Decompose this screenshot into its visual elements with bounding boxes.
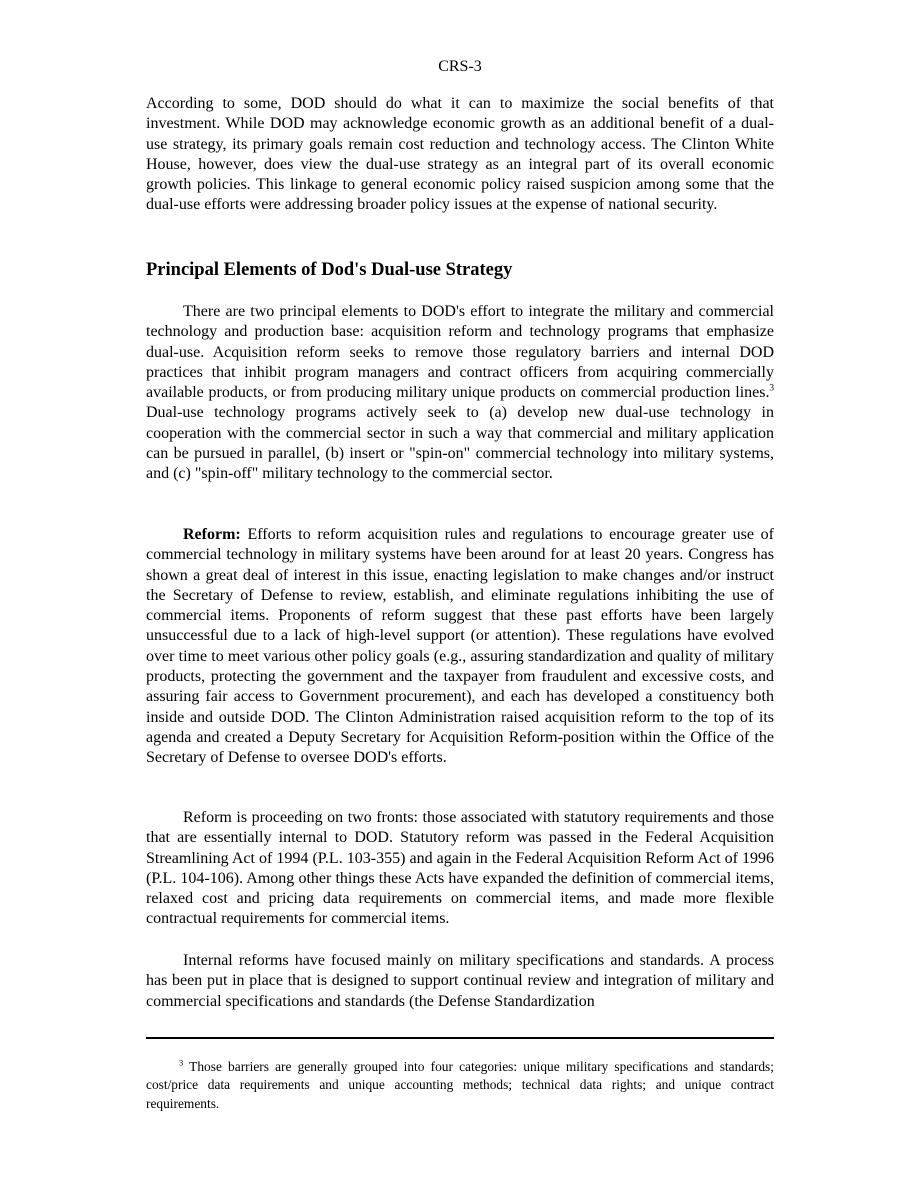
intro-paragraph: According to some, DOD should do what it can to maximize the social benefits of that investment. While DOD may acknowledge economic growth as an additional benefit of a dual-use strategy, its primary goals remain cost reduction and technology access. The Clinton White House, however, does view the dual-use strategy as an integral part of its overall economic growth policies. This linkage to general economic policy raised suspicion among some that the dual-use efforts were addressing broader policy issues at the expense of national security.	[146, 95, 774, 214]
footnote-number: 3	[179, 1057, 184, 1068]
page-number: CRS-3	[438, 58, 482, 75]
principal-elements-text-2: Dual-use technology programs actively seek to (a) develop new dual-use technology in cooperation with the commercial sector in such a way that commercial and military application can be pursued in parallel, (b) insert or "spin-on" commercial technology into military systems, and (c) "spin-off" military technology to the commercial sector.	[146, 404, 774, 483]
reform-label: Reform:	[183, 526, 241, 543]
footnote-reference: 3	[769, 382, 774, 393]
section-heading: Principal Elements of Dod's Dual-use Strategy	[146, 260, 513, 280]
footnote	[146, 1058, 774, 1113]
internal-reforms-paragraph: Internal reforms have focused mainly on military specifications and standards. A process has been put in place that is designed to support continual review and integration of military and commercial specifications and standards (the Defense Standardization	[146, 952, 774, 1010]
two-fronts-paragraph: Reform is proceeding on two fronts: those associated with statutory requirements and those that are essentially internal to DOD. Statutory reform was passed in the Federal Acquisition Streamlining Act of 1994 (P.L. 103-355) and again in the Federal Acquisition Reform Act of 1996 (P.L. 104-106). Among other things these Acts have expanded the definition of commercial items, relaxed cost and pricing data requirements on commercial items, and made more flexible contractual requirements for commercial items.	[146, 809, 774, 928]
footnote-divider	[146, 1037, 774, 1039]
reform-text: Efforts to reform acquisition rules and regulations to encourage greater use of commercial technology in military systems have been around for at least 20 years. Congress has shown a great deal of interest in this issue, enacting legislation to make changes and/or instruct the Secretary of Defense to review, establish, and eliminate regulations inhibiting the use of commercial items. Proponents of reform suggest that these past efforts have been largely unsuccessful due to a lack of high-level support (or attention). These regulations have evolved over time to meet various other policy goals (e.g., assuring standardization and quality of military products, protecting the government and the taxpayer from fraudulent and excessive costs, and assuring fair access to Government procurement), and each has developed a constituency both inside and outside DOD. The Clinton Administration raised acquisition reform to the top of its agenda and created a Deputy Secretary for Acquisition Reform-position within the Office of the Secretary of Defense to oversee DOD's efforts.	[146, 526, 774, 767]
principal-elements-text-1: There are two principal elements to DOD's effort to integrate the military and commercial technology and production base: acquisition reform and technology programs that emphasize dual-use. Acquisition reform seeks to remove those regulatory barriers and internal DOD practices that inhibit program managers and contract officers from acquiring commercially available products, or from producing military unique products on commercial production lines.	[146, 303, 774, 402]
footnote-text: Those barriers are generally grouped into four categories: unique military specifications and standards; cost/price data requirements and unique accounting methods; technical data rights; and unique contract requirements.	[146, 1059, 774, 1111]
reform-paragraph	[146, 525, 774, 769]
principal-elements-paragraph	[146, 302, 774, 485]
